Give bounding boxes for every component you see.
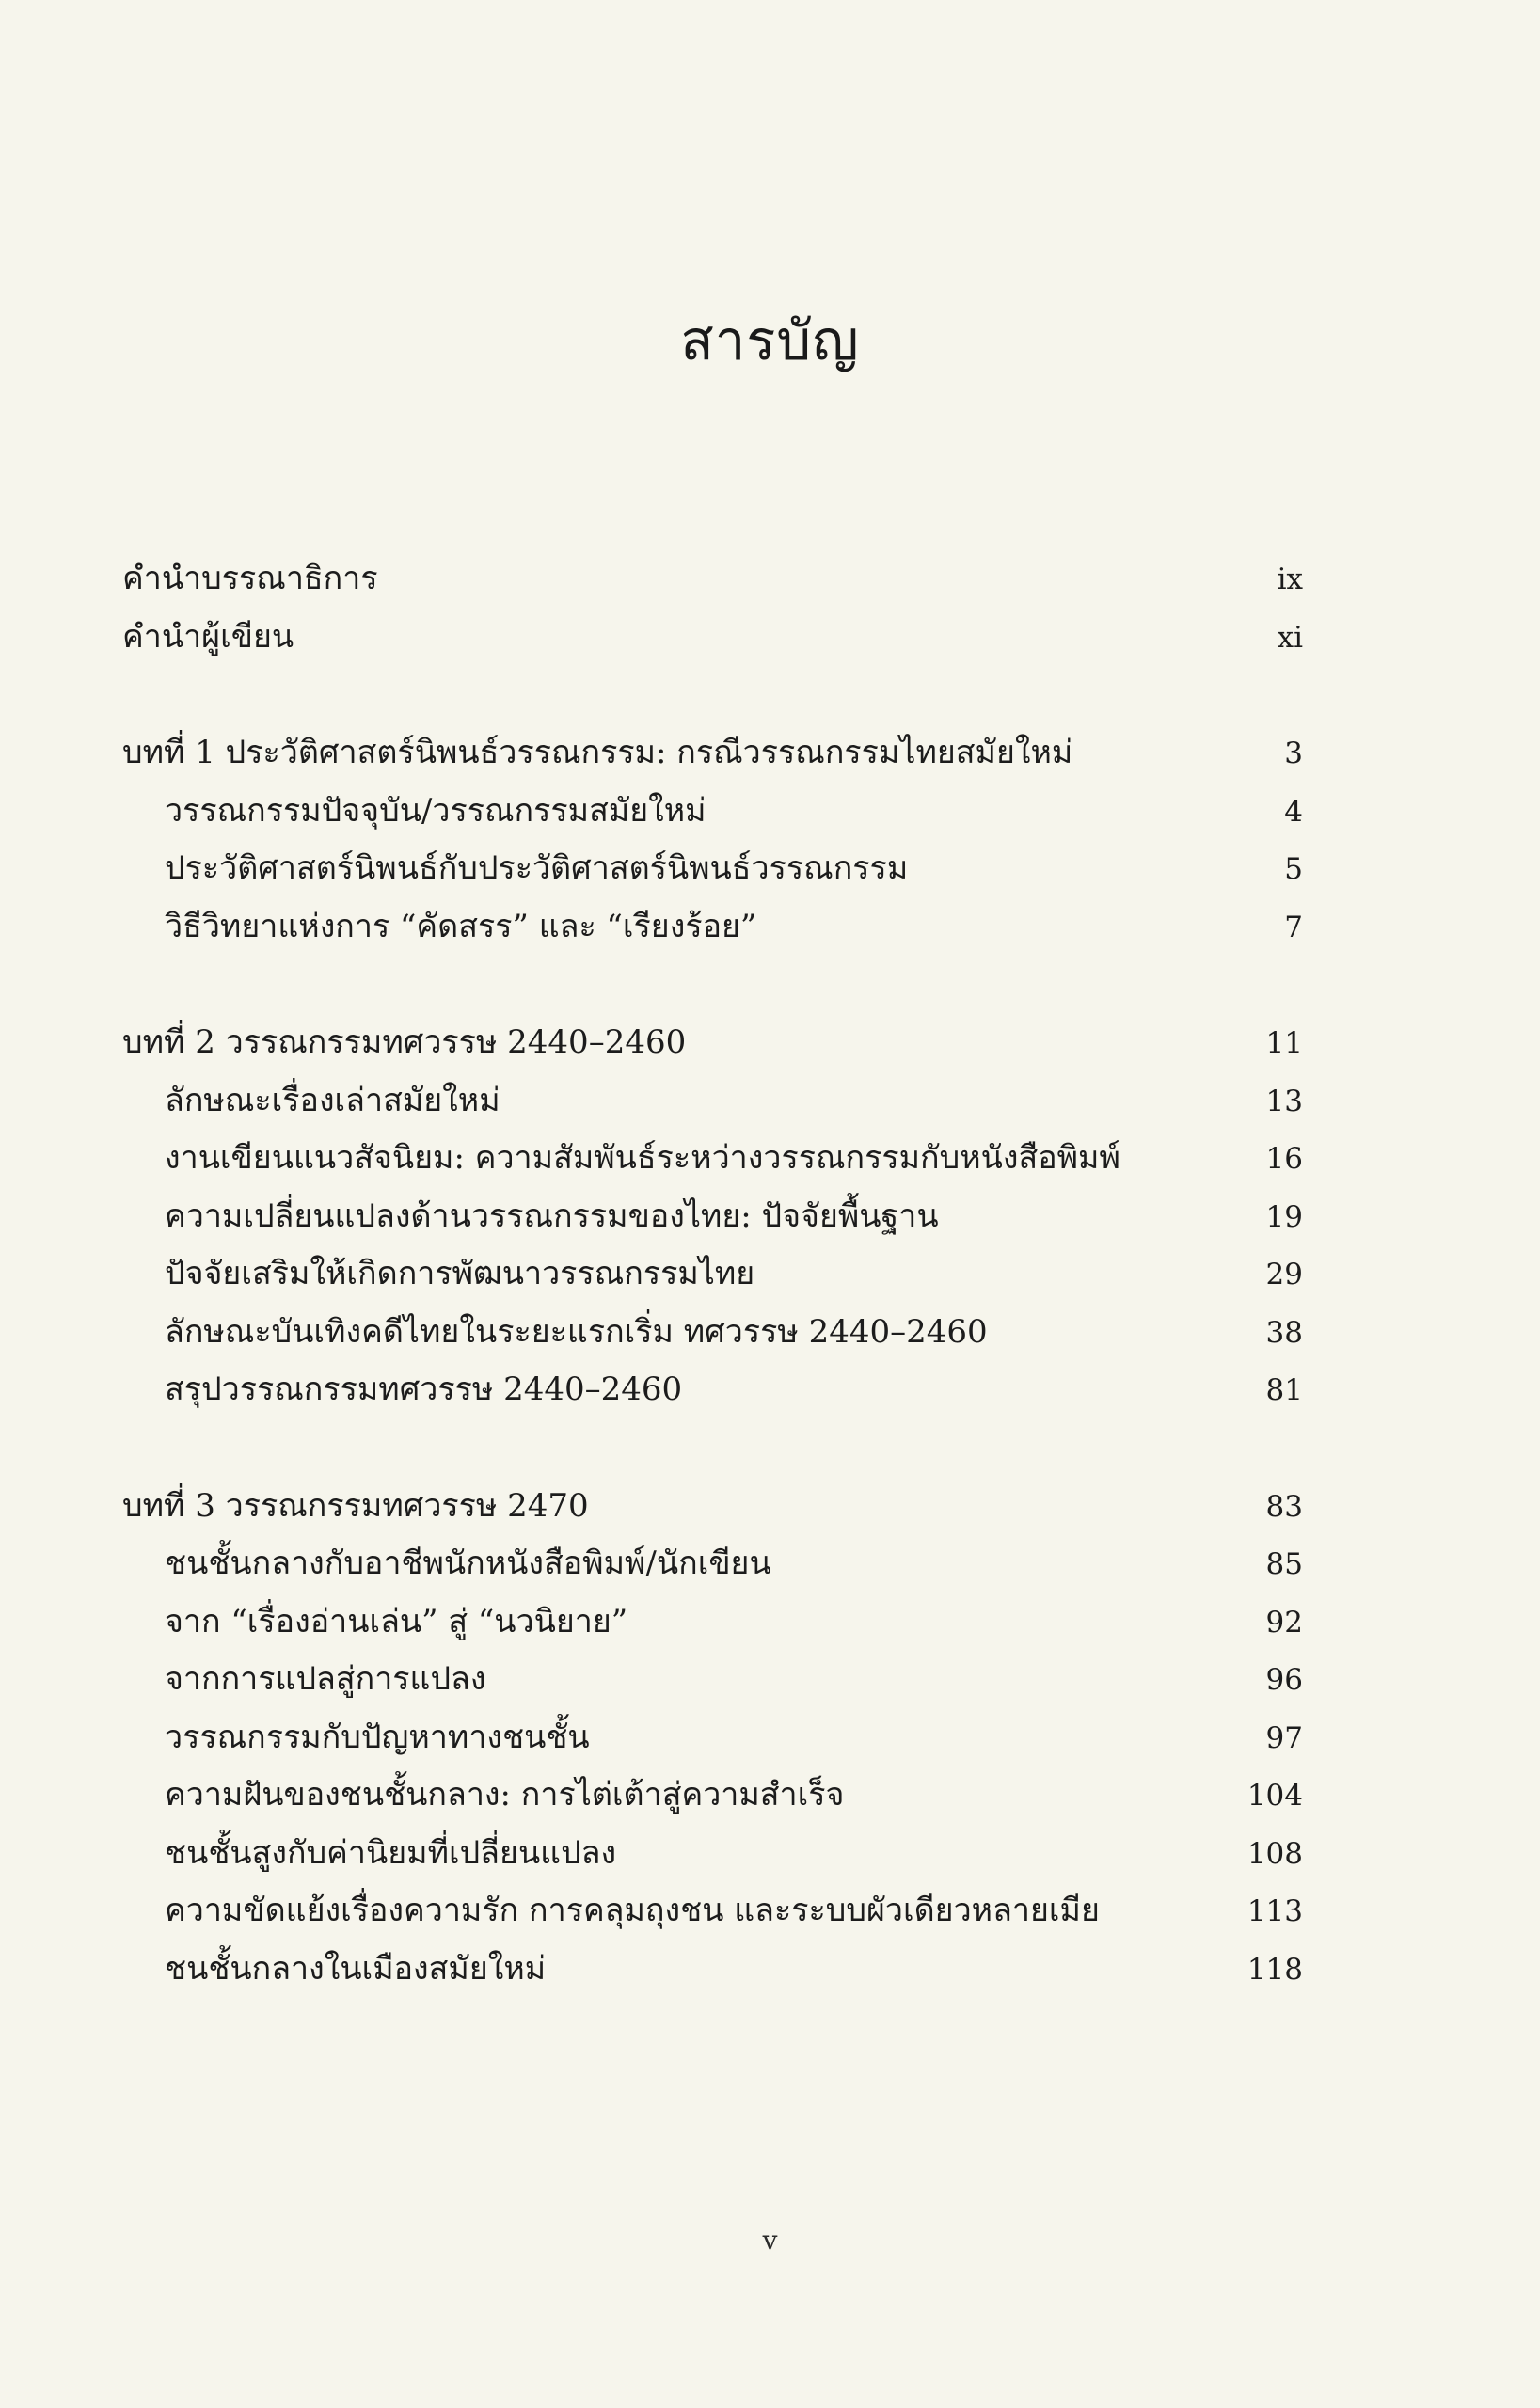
toc-entry-label: ชนชั้นกลางกับอาชีพนักหนังสือพิมพ์/นักเขียน (165, 1545, 771, 1582)
toc-entry-page: 4 (1284, 794, 1303, 829)
toc-chapter-entry (122, 1014, 1303, 1072)
toc-entry-label: งานเขียนแนวสัจนิยม: ความสัมพันธ์ระหว่างวรรณกรรมกับหนังสือพิมพ์ (165, 1139, 1120, 1177)
page-number: v (762, 2225, 778, 2256)
toc-chapter-entry (122, 724, 1303, 783)
toc-chapter-entry (122, 1478, 1303, 1536)
toc-entry-page: 13 (1265, 1084, 1303, 1118)
toc-section-entry (122, 1882, 1303, 1941)
toc-section-entry (122, 1535, 1303, 1593)
toc-group-chapter-3 (122, 1478, 1303, 1999)
toc-section-entry (122, 783, 1303, 841)
toc-entry-page: 5 (1284, 852, 1303, 886)
toc-section-entry (122, 1130, 1303, 1188)
toc-section-entry (122, 1245, 1303, 1304)
toc-entry-page: 97 (1265, 1720, 1303, 1755)
toc-entry-label: วรรณกรรมปัจจุบัน/วรรณกรรมสมัยใหม่ (165, 791, 706, 830)
toc-entry-label: ประวัติศาสตร์นิพนธ์กับประวัติศาสตร์นิพนธ์วรรณกรรม (165, 849, 909, 887)
toc-section-entry (122, 1188, 1303, 1246)
toc-entry-label: คำนำผู้เขียน (122, 617, 294, 656)
toc-entry-page: ix (1277, 562, 1303, 596)
toc-section-entry (122, 1825, 1303, 1883)
toc-entry-page: 83 (1265, 1489, 1303, 1524)
toc-entry-label: ความขัดแย้งเรื่องความรัก การคลุมถุงชน และระบบผัวเดียวหลายเมีย (165, 1892, 1100, 1929)
toc-entry-page: xi (1277, 620, 1303, 655)
toc-entry-label: สรุปวรรณกรรมทศวรรษ 2440–2460 (165, 1370, 683, 1408)
toc-entry-label: จากการแปลสู่การแปลง (165, 1660, 486, 1698)
toc-entry-page: 92 (1265, 1605, 1303, 1640)
toc-entry-label: ความฝันของชนชั้นกลาง: การไต่เต้าสู่ความสำเร็จ (165, 1776, 845, 1814)
toc-entry-page: 113 (1246, 1894, 1303, 1928)
toc-entry-page: 96 (1265, 1663, 1303, 1697)
toc-entry-page: 108 (1246, 1836, 1303, 1871)
toc-entry-label: วรรณกรรมกับปัญหาทางชนชั้น (165, 1718, 590, 1756)
toc-section-entry (122, 1361, 1303, 1419)
toc-section-entry (122, 840, 1303, 898)
toc-entry-label: บทที่ 2 วรรณกรรมทศวรรษ 2440–2460 (122, 1023, 687, 1061)
toc-entry-label: ชนชั้นสูงกับค่านิยมที่เปลี่ยนแปลง (165, 1833, 617, 1872)
toc-entry-label: ชนชั้นกลางในเมืองสมัยใหม่ (165, 1949, 547, 1988)
toc-entry-label: บทที่ 1 ประวัติศาสตร์นิพนธ์วรรณกรรม: กรณีวรรณกรรมไทยสมัยใหม่ (122, 734, 1073, 771)
toc-section-entry (122, 1941, 1303, 1999)
toc-entry-page: 85 (1265, 1547, 1303, 1581)
toc-entry-label: ปัจจัยเสริมให้เกิดการพัฒนาวรรณกรรมไทย (165, 1255, 755, 1292)
toc-entry-label: ความเปลี่ยนแปลงด้านวรรณกรรมของไทย: ปัจจัยพื้นฐาน (165, 1196, 939, 1235)
toc-entry-label: ลักษณะบันเทิงคดีไทยในระยะแรกเริ่ม ทศวรรษ 2440–2460 (165, 1312, 988, 1351)
toc-entry-page: 19 (1265, 1199, 1303, 1234)
toc-section-entry (122, 1766, 1303, 1825)
toc-section-entry (122, 1072, 1303, 1131)
toc-entry-page: 104 (1246, 1779, 1303, 1813)
toc-entry-label: ลักษณะเรื่องเล่าสมัยใหม่ (165, 1081, 500, 1119)
toc-entry-page: 7 (1284, 910, 1303, 944)
toc-section-entry (122, 1651, 1303, 1709)
toc-group-front-matter (122, 550, 1303, 666)
toc-entry-page: 3 (1284, 737, 1303, 770)
toc-section-entry (122, 1709, 1303, 1767)
toc-group-chapter-1 (122, 724, 1303, 956)
toc-entry-label: วิธีวิทยาแห่งการ “คัดสรร” และ “เรียงร้อย” (165, 907, 757, 945)
table-of-contents (122, 550, 1303, 2056)
toc-entry-label: จาก “เรื่องอ่านเล่น” สู่ “นวนิยาย” (165, 1602, 628, 1640)
toc-entry (122, 609, 1303, 667)
toc-entry (122, 550, 1303, 609)
toc-entry-page: 11 (1265, 1026, 1303, 1060)
toc-entry-page: 16 (1265, 1142, 1303, 1176)
toc-group-chapter-2 (122, 1014, 1303, 1419)
toc-entry-page: 118 (1246, 1952, 1303, 1987)
toc-entry-label: บทที่ 3 วรรณกรรมทศวรรษ 2470 (122, 1486, 589, 1525)
toc-entry-page: 29 (1265, 1258, 1303, 1291)
toc-entry-label: คำนำบรรณาธิการ (122, 560, 378, 597)
toc-section-entry (122, 1593, 1303, 1652)
toc-section-entry (122, 898, 1303, 957)
toc-entry-page: 38 (1265, 1315, 1303, 1350)
page-title: สารบัญ (680, 309, 860, 372)
toc-section-entry (122, 1304, 1303, 1362)
toc-entry-page: 81 (1265, 1373, 1303, 1407)
